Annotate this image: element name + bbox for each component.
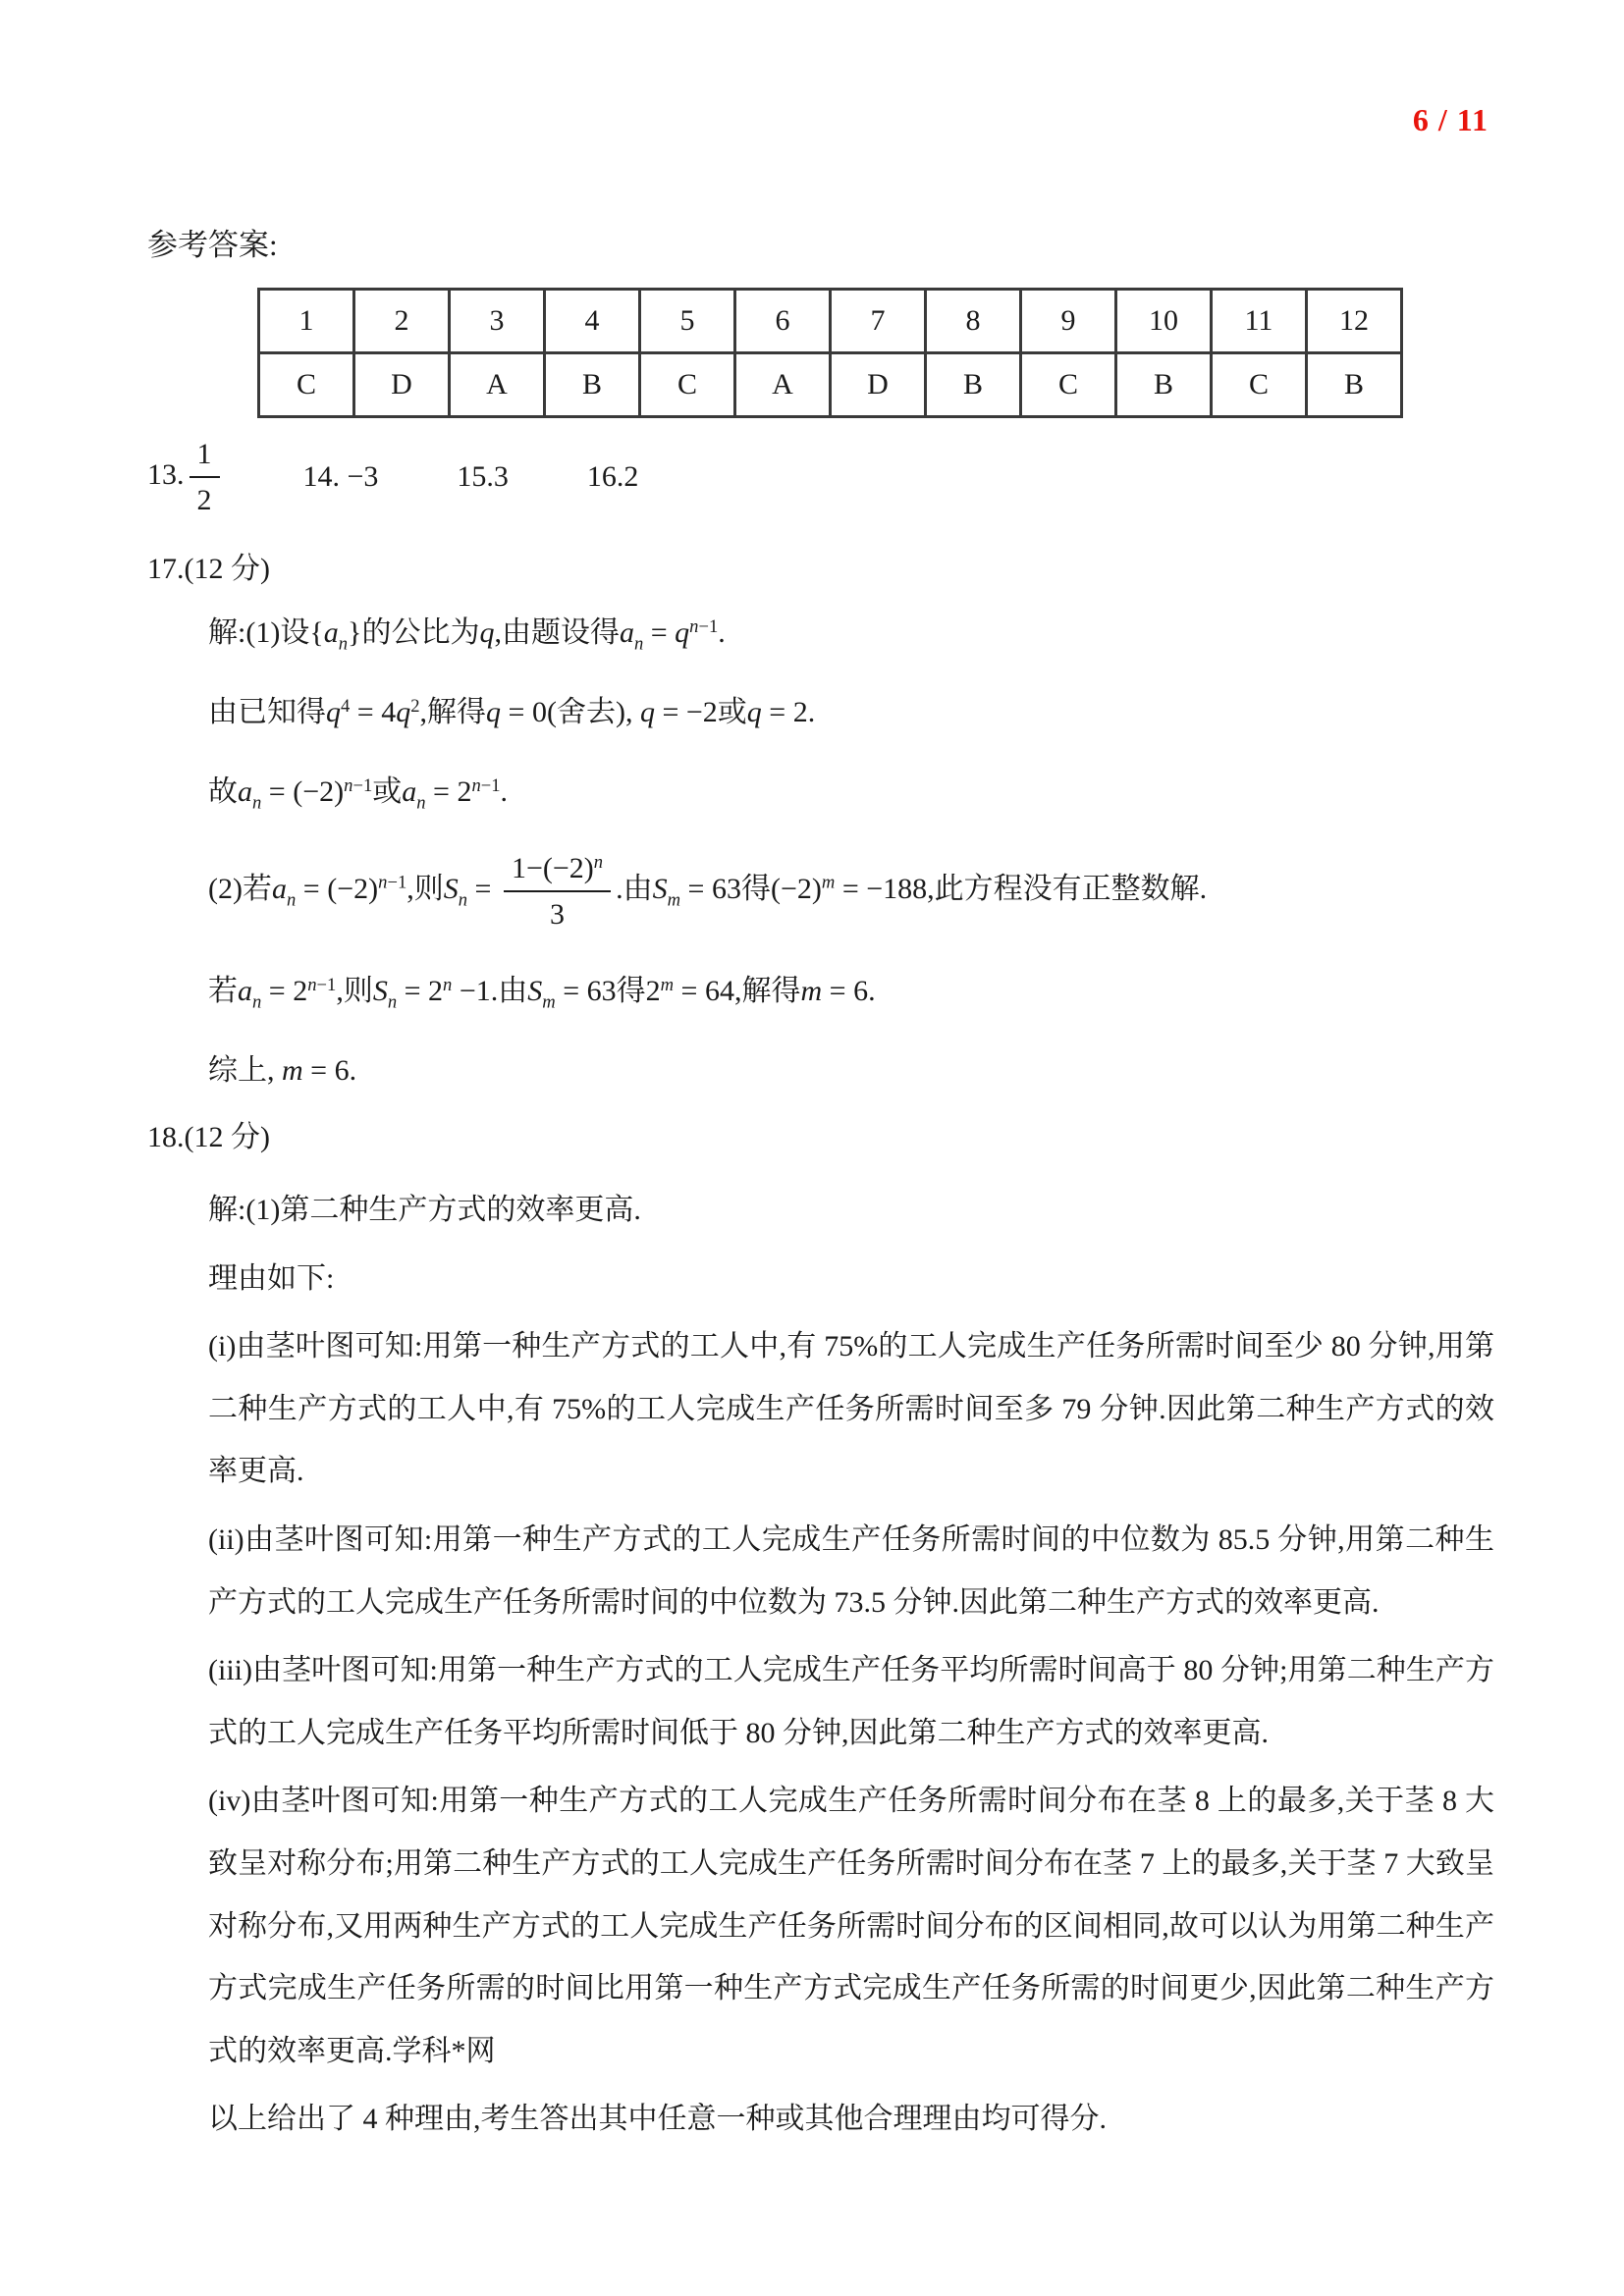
question-number-row <box>259 290 1402 353</box>
question-18-heading: 18.(12 分) <box>147 1121 270 1153</box>
answer-sheet-content <box>147 220 1494 2157</box>
answer-letter-cell: A <box>450 353 545 417</box>
answer-choice-table-body <box>259 290 1402 417</box>
question-number-cell: 1 <box>259 290 354 353</box>
answer-letter-cell: B <box>545 353 640 417</box>
answer-letter-cell: B <box>1307 353 1402 417</box>
fill-in-answer: 16.2 <box>586 460 639 493</box>
question-17-heading: 17.(12 分) <box>147 553 270 585</box>
question-number-cell: 12 <box>1307 290 1402 353</box>
question-number-cell: 8 <box>926 290 1021 353</box>
fill-in-answer: 15.3 <box>457 460 509 493</box>
question-number-cell: 2 <box>354 290 450 353</box>
solution-paragraph: (i)由茎叶图可知:用第一种生产方式的工人中,有 75%的工人完成生产任务所需时间至少 80 分钟,用第二种生产方式的工人中,有 75%的工人完成生产任务所需时间至多 79 分钟.因此第二种生产方式的效率更高. <box>208 1330 1494 1488</box>
question-number-cell: 7 <box>831 290 926 353</box>
fill-in-answer: 14. −3 <box>302 460 379 493</box>
answer-letter-cell: C <box>259 353 354 417</box>
solution-line: 故$a_n = (-2)^{n-1}$或$a_n = 2^{n-1}$. <box>208 774 509 814</box>
solution-line: 由已知得$q^4 = 4q^2$,解得q = 0(舍去), q = −2或q = 2. <box>208 695 816 728</box>
question-18-solution <box>208 1179 1494 2151</box>
solution-paragraph: 解:(1)第二种生产方式的效率更高. <box>208 1194 641 1226</box>
question-17-solution <box>208 611 1494 1093</box>
answer-key-label: 参考答案: <box>147 228 278 262</box>
answer-letter-row <box>259 353 1402 417</box>
solution-paragraph: (iv)由茎叶图可知:用第一种生产方式的工人完成生产任务所需时间分布在茎 8 上的最多,关于茎 8 大致呈对称分布;用第二种生产方式的工人完成生产任务所需时间分布在茎 7 上的最多,关于茎 7 大致呈对称分布,又用两种生产方式的工人完成生产任务所需时间分布的区间相同,故可以认为用第二种生产方式完成生产任务所需的时间比用第一种生产方式完成生产任务所需的时间更少,因此第二种生产方式的效率更高.学科*网 <box>208 1785 1494 2067</box>
solution-paragraph: (ii)由茎叶图可知:用第一种生产方式的工人完成生产任务所需时间的中位数为 85.5 分钟,用第二种生产方式的工人完成生产任务所需时间的中位数为 73.5 分钟.因此第二种生产方式的效率更高. <box>208 1522 1494 1619</box>
solution-line: 若$a_n = 2^{n-1}$,则$S_n = 2^n -1$.由$S_m = 63$得2$^m$ = 64,解得m = 6. <box>208 974 876 1013</box>
fill-in-answer: 13. $\frac{1}{2}$ <box>147 435 225 519</box>
question-number-cell: 10 <box>1116 290 1212 353</box>
fraction: $\frac{1-(-2)^n}{3}$ <box>504 849 611 934</box>
question-number-cell: 9 <box>1021 290 1116 353</box>
answer-letter-cell: B <box>926 353 1021 417</box>
question-number-cell: 6 <box>735 290 831 353</box>
answer-letter-cell: C <box>1212 353 1307 417</box>
answer-letter-cell: B <box>1116 353 1212 417</box>
solution-line: 解:(1)设$\{a_n\}$的公比为q,由题设得$a_n = q^{n-1}$. <box>208 615 726 655</box>
question-number-cell: 3 <box>450 290 545 353</box>
solution-line: (2)若$a_n = (-2)^{n-1}$,则$S_n$ = $\frac{1-(-2)^n}{3}$ .由$S_m = 63$得$(-2)^m = -188$,此方程没有正整数解. <box>208 849 1494 934</box>
answer-letter-cell: C <box>640 353 735 417</box>
question-number-cell: 5 <box>640 290 735 353</box>
answer-choice-table <box>257 288 1403 418</box>
page-number: 6 / 11 <box>1412 102 1489 137</box>
fill-in-answers <box>147 430 1494 524</box>
fraction: $\frac{1}{2}$ <box>189 435 220 519</box>
grading-note: 以上给出了 4 种理由,考生答出其中任意一种或其他合理理由均可得分. <box>208 2103 1107 2136</box>
question-number-cell: 4 <box>545 290 640 353</box>
solution-paragraph: 理由如下: <box>208 1261 335 1295</box>
answer-letter-cell: D <box>831 353 926 417</box>
answer-letter-cell: D <box>354 353 450 417</box>
answer-letter-cell: A <box>735 353 831 417</box>
question-number-cell: 11 <box>1212 290 1307 353</box>
answer-letter-cell: C <box>1021 353 1116 417</box>
solution-line: 综上, m = 6. <box>208 1054 357 1087</box>
solution-paragraph: (iii)由茎叶图可知:用第一种生产方式的工人完成生产任务平均所需时间高于 80 分钟;用第二种生产方式的工人完成生产任务平均所需时间低于 80 分钟,因此第二种生产方式的效率更高. <box>208 1654 1494 1749</box>
